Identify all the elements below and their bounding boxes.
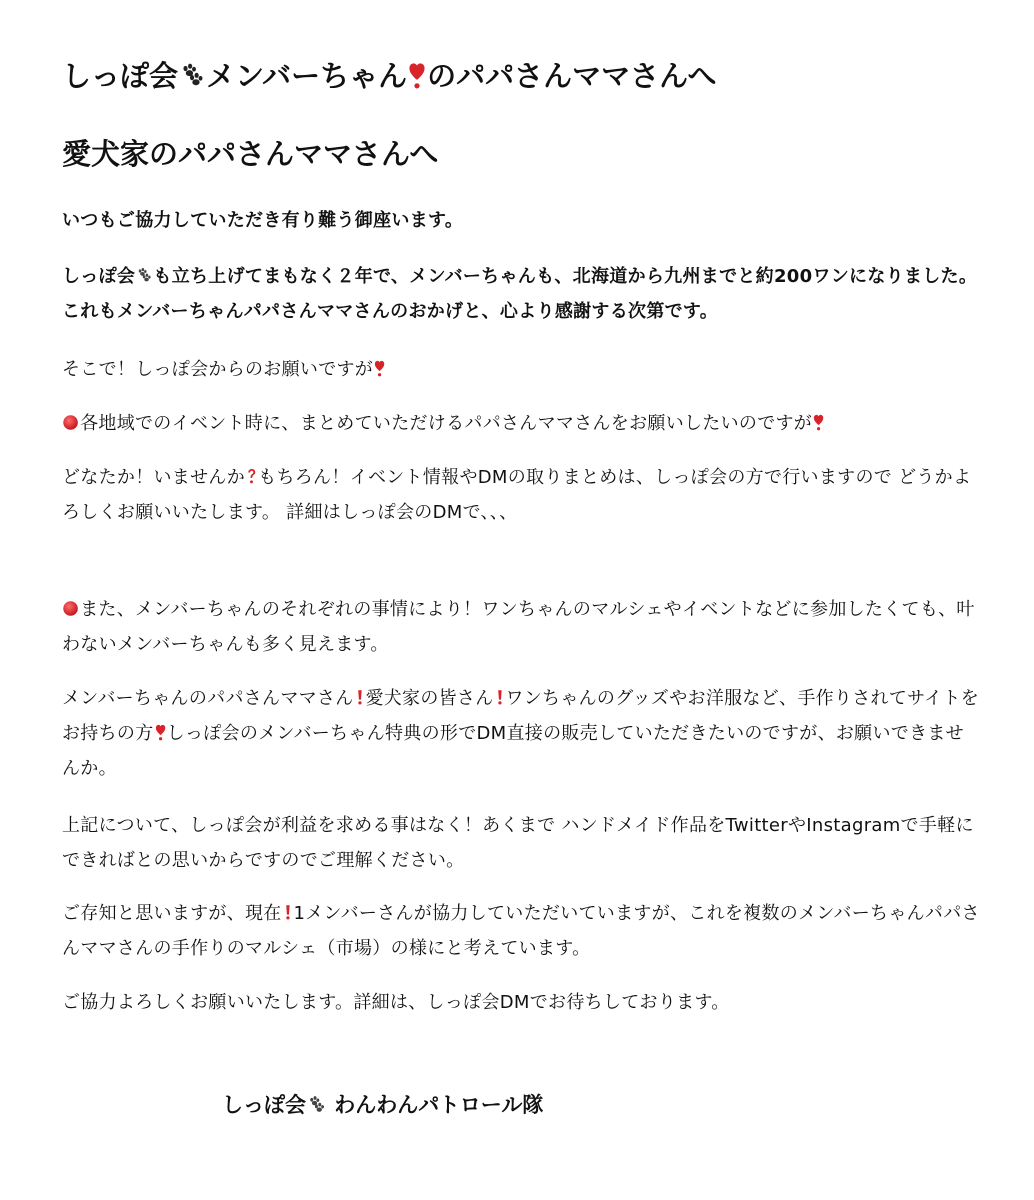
signature	[222, 1087, 543, 1123]
p7-text-2: 愛犬家の皆さん	[365, 688, 494, 709]
heart-exclamation-icon	[374, 360, 385, 377]
p2-text-1: しっぽ会	[62, 266, 136, 287]
title-text-3: のパパさんママさんへ	[427, 59, 717, 93]
paragraph-3	[62, 352, 980, 387]
paragraph-2	[62, 259, 980, 329]
red-question-icon	[246, 468, 257, 485]
red-exclamation-icon	[283, 904, 293, 921]
p5-text-1: どなたか！いませんか	[62, 467, 245, 488]
paw-prints-icon	[136, 267, 152, 283]
red-exclamation-icon	[355, 689, 365, 706]
paragraph-7	[62, 681, 980, 786]
p7-text-4: しっぽ会のメンバーちゃん特典の形でDM直接の販売していただきたいのですが、お願いできませんか。	[62, 723, 964, 779]
paragraph-5	[62, 460, 980, 530]
p9-text-1: ご存知と思いますが、現在	[62, 903, 282, 924]
paragraph-9	[62, 896, 980, 966]
red-circle-icon	[62, 600, 79, 617]
signature-text-2: わんわんパトロール隊	[326, 1093, 544, 1117]
red-exclamation-icon	[495, 689, 505, 706]
p6-text: また、メンバーちゃんのそれぞれの事情により！ワンちゃんのマルシェやイベントなどに参加したくても、叶わないメンバーちゃんも多く見えます。	[62, 599, 975, 655]
title-text-1: しっぽ会	[62, 59, 179, 93]
p7-text-3: ワンちゃんのグッズやお洋服など、手作りされてサイトをお持ちの方	[62, 688, 980, 744]
paw-prints-icon	[179, 62, 205, 88]
subtitle: 愛犬家のパパさんママさんへ	[62, 137, 439, 171]
title-text-2: メンバーちゃん	[206, 59, 408, 93]
p9-text-2: 1メンバーさんが協力していただいていますが、これを複数のメンバーちゃんパパさんママさんの手作りのマルシェ（市場）の様にと考えています。	[62, 903, 980, 959]
paragraph-10: ご協力よろしくお願いいたします。詳細は、しっぽ会DMでお待ちしております。	[62, 992, 730, 1013]
paragraph-8: 上記について、しっぽ会が利益を求める事はなく！あくまで ハンドメイド作品をTwitterやInstagramで手軽にできればとの思いからですのでご理解ください。	[62, 815, 974, 871]
paragraph-4	[62, 406, 980, 441]
signature-text-1: しっぽ会	[222, 1093, 306, 1117]
heart-exclamation-icon	[408, 62, 426, 90]
page-title	[62, 58, 716, 94]
p3-text: そこで！しっぽ会からのお願いですが	[62, 359, 374, 380]
paw-prints-icon	[307, 1095, 326, 1114]
heart-exclamation-icon	[155, 724, 166, 741]
paragraph-1: いつもご協力していただき有り難う御座います。	[62, 210, 464, 231]
heart-exclamation-icon	[813, 414, 824, 431]
p7-text-1: メンバーちゃんのパパさんママさん	[62, 688, 354, 709]
p2-text-2: も立ち上げてまもなく２年で、メンバーちゃんも、北海道から九州までと約200ワンになりました。これもメンバーちゃんパパさんママさんのおかげと、心より感謝する次第です。	[62, 266, 978, 322]
paragraph-6	[62, 592, 980, 662]
red-circle-icon	[62, 414, 79, 431]
p4-text: 各地域でのイベント時に、まとめていただけるパパさんママさんをお願いしたいのですが	[80, 413, 813, 434]
p5-text-2: もちろん！イベント情報やDMの取りまとめは、しっぽ会の方で行いますので どうかよろしくお願いいたします。 詳細はしっぽ会のDMで、、、	[62, 467, 972, 523]
